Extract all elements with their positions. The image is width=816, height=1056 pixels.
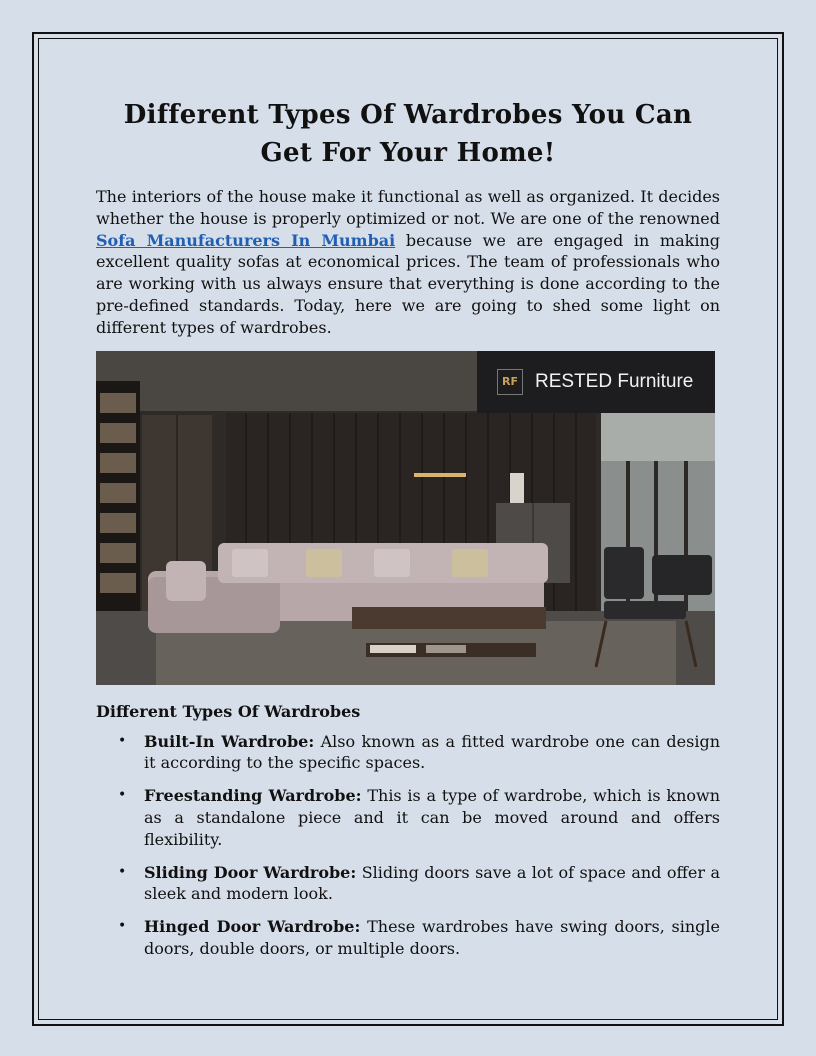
list-item: [96, 731, 720, 775]
document-title: Different Types Of Wardrobes You Can Get For Your Home!: [123, 100, 693, 168]
list-item-term: Hinged Door Wardrobe:: [144, 917, 361, 937]
list-item-term: Built-In Wardrobe:: [144, 731, 315, 751]
list-item: [96, 862, 720, 906]
living-room-photo: [96, 351, 715, 685]
sofa-manufacturers-link[interactable]: Sofa Manufacturers In Mumbai: [96, 230, 396, 250]
list-item-term: Sliding Door Wardrobe:: [144, 862, 357, 882]
brand-banner: [477, 351, 715, 413]
bullet-icon: •: [118, 732, 127, 749]
bullet-icon: •: [118, 787, 127, 804]
wardrobe-types-list: [96, 731, 720, 960]
list-item-desc: This is a type of wardrobe, which is known as a standalone piece and it can be moved around and offers flexibility.: [144, 786, 721, 849]
list-item-term: Freestanding Wardrobe:: [144, 786, 362, 806]
intro-paragraph: [96, 186, 720, 339]
intro-text-end: because we are engaged in making excellent quality sofas at economical prices. The team of professionals who are working with us always ensure that everything is done according to the pre-defined standards. Today, here we are going to shed some light on different types of wardrobes.: [96, 230, 720, 337]
document-body: [96, 96, 720, 971]
list-item-desc: These wardrobes have swing doors, single doors, double doors, or multiple doors.: [144, 917, 721, 958]
brand-name: RESTED Furniture: [535, 370, 694, 392]
list-item: [96, 785, 720, 850]
list-item: [96, 916, 720, 960]
rested-furniture-logo: RF: [497, 369, 523, 395]
intro-text-start: The interiors of the house make it functional as well as organized. It decides whether the house is properly optimized or not. We are one of the renowned: [96, 187, 720, 228]
bullet-icon: •: [118, 863, 127, 880]
section-heading: Different Types Of Wardrobes: [96, 701, 361, 721]
bullet-icon: •: [118, 918, 127, 935]
list-item-desc: Sliding doors save a lot of space and offer a sleek and modern look.: [144, 862, 720, 904]
list-item-desc: Also known as a fitted wardrobe one can design it according to the specific spaces.: [144, 731, 720, 773]
